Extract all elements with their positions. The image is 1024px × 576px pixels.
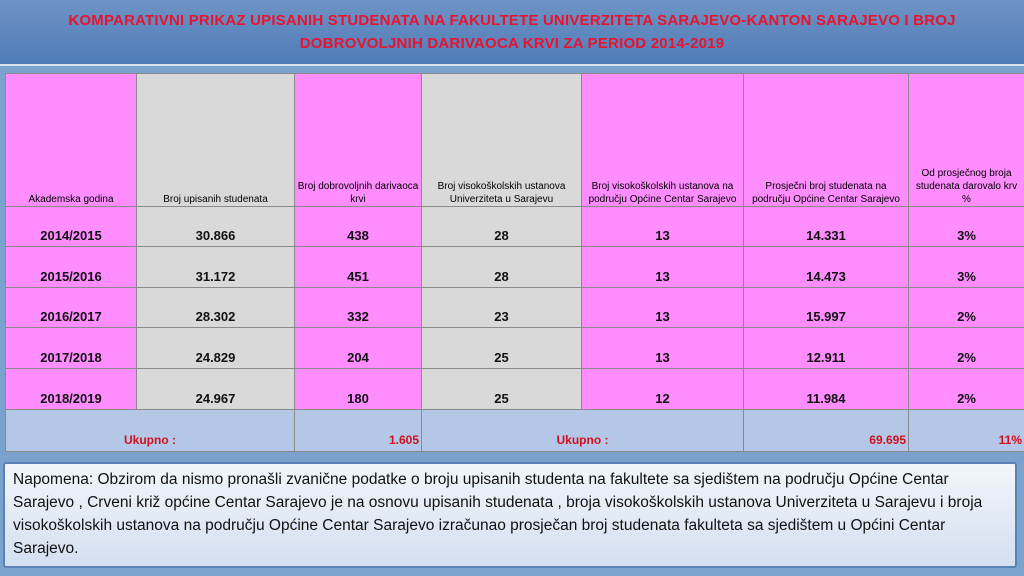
cell-university-institutions: 23 xyxy=(422,288,582,328)
total-donors: 1.605 xyxy=(295,410,422,452)
cell-centar-institutions: 12 xyxy=(582,369,744,410)
cell-donors: 180 xyxy=(295,369,422,410)
cell-percent: 2% xyxy=(909,328,1024,369)
note-box xyxy=(3,462,1017,568)
total-percent: 11% xyxy=(909,410,1024,452)
header-enrolled-students: Broj upisanih studenata xyxy=(137,74,295,207)
cell-centar-institutions: 13 xyxy=(582,207,744,247)
cell-donors: 204 xyxy=(295,328,422,369)
header-row xyxy=(6,74,1024,207)
cell-year: 2017/2018 xyxy=(6,328,137,369)
cell-donors: 438 xyxy=(295,207,422,247)
cell-donors: 451 xyxy=(295,247,422,288)
cell-enrolled: 30.866 xyxy=(137,207,295,247)
total-label-right: Ukupno : xyxy=(422,410,744,452)
cell-avg-students: 12.911 xyxy=(744,328,909,369)
note-text: Napomena: Obzirom da nismo pronašli zvanične podatke o broju upisanih studenta na fakultete sa sjedištem na području Općine Centar Sarajevo , Crveni križ općine Centar Sarajevo je na osnovu upisanih studenata , broja visokoškolskih ustanova Univerziteta u Sarajevu i broja visokoškolskih ustanova na području Općine Centar Sarajevo izračunao prosječan broj studenata fakulteta sa sjedištem u Općini Centar Sarajevo. xyxy=(13,471,983,557)
header-avg-students: Prosječni broj studenata na području Općine Centar Sarajevo xyxy=(744,74,909,207)
cell-university-institutions: 25 xyxy=(422,328,582,369)
header-blood-donors: Broj dobrovoljnih darivaoca krvi xyxy=(295,74,422,207)
cell-university-institutions: 28 xyxy=(422,207,582,247)
cell-centar-institutions: 13 xyxy=(582,247,744,288)
comparison-table xyxy=(5,73,1024,451)
header-centar-institutions: Broj visokoškolskih ustanova na području Općine Centar Sarajevo xyxy=(582,74,744,207)
cell-centar-institutions: 13 xyxy=(582,328,744,369)
cell-year: 2014/2015 xyxy=(6,207,137,247)
cell-donors: 332 xyxy=(295,288,422,328)
header-academic-year: Akademska godina xyxy=(6,74,137,207)
table-row xyxy=(6,328,1024,369)
header-university-institutions: Broj visokoškolskih ustanova Univerziteta u Sarajevu xyxy=(422,74,582,207)
cell-year: 2015/2016 xyxy=(6,247,137,288)
cell-year: 2018/2019 xyxy=(6,369,137,410)
cell-university-institutions: 28 xyxy=(422,247,582,288)
total-label-left: Ukupno : xyxy=(6,410,295,452)
cell-centar-institutions: 13 xyxy=(582,288,744,328)
title-line-2: DOBROVOLJNIH DARIVAOCA KRVI ZA PERIOD 2014-2019 xyxy=(299,35,725,52)
title-banner xyxy=(0,0,1024,66)
table-row xyxy=(6,247,1024,288)
cell-enrolled: 28.302 xyxy=(137,288,295,328)
table-row xyxy=(6,288,1024,328)
table-row xyxy=(6,207,1024,247)
cell-enrolled: 31.172 xyxy=(137,247,295,288)
cell-enrolled: 24.967 xyxy=(137,369,295,410)
cell-percent: 3% xyxy=(909,207,1024,247)
title-line-1: KOMPARATIVNI PRIKAZ UPISANIH STUDENATA NA FAKULTETE UNIVERZITETA SARAJEVO-KANTON SARAJEVO I BROJ xyxy=(68,12,956,29)
cell-year: 2016/2017 xyxy=(6,288,137,328)
header-donation-percent: Od prosječnog broja studenata darovalo krv % xyxy=(909,74,1024,207)
cell-avg-students: 14.331 xyxy=(744,207,909,247)
cell-percent: 3% xyxy=(909,247,1024,288)
cell-enrolled: 24.829 xyxy=(137,328,295,369)
cell-avg-students: 14.473 xyxy=(744,247,909,288)
totals-row xyxy=(6,410,1024,452)
cell-avg-students: 11.984 xyxy=(744,369,909,410)
total-avg-students: 69.695 xyxy=(744,410,909,452)
table-row xyxy=(6,369,1024,410)
cell-avg-students: 15.997 xyxy=(744,288,909,328)
cell-percent: 2% xyxy=(909,369,1024,410)
cell-percent: 2% xyxy=(909,288,1024,328)
cell-university-institutions: 25 xyxy=(422,369,582,410)
